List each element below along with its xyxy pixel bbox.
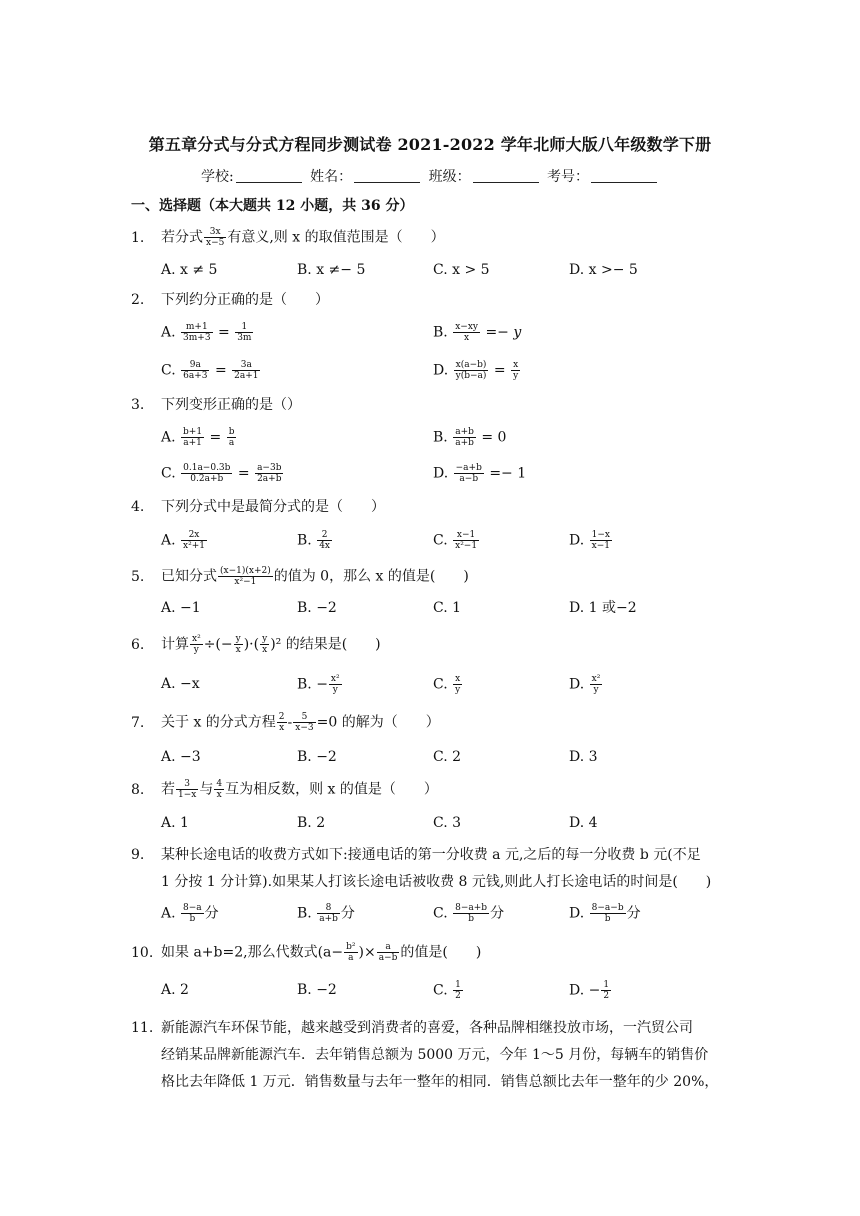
numerator: 1 [603, 980, 610, 990]
fraction [453, 674, 462, 695]
option-b[interactable]: B. −2 [297, 749, 337, 765]
numerator: x−1 [453, 530, 479, 541]
numerator: −a+b [455, 463, 482, 473]
unit: 分 [204, 905, 219, 922]
numerator: 3a [232, 360, 260, 371]
option-c[interactable] [433, 903, 504, 924]
numerator: 1 [235, 322, 253, 333]
equals: = [493, 362, 506, 379]
question-number: 8. [131, 781, 145, 798]
denominator: b [189, 914, 196, 924]
denominator: a−b [459, 474, 479, 484]
numerator: 2 [278, 712, 285, 722]
denominator: a [348, 953, 354, 963]
denominator: 2a+b [257, 474, 282, 484]
numerator: x(a−b) [455, 360, 487, 370]
option-d[interactable] [569, 674, 603, 695]
denominator: x−1 [591, 541, 610, 551]
section-heading: 一、选择题（本大题共 12 小题，共 36 分） [131, 198, 414, 214]
option-c[interactable]: C. 2 [433, 749, 462, 765]
fraction [190, 634, 203, 655]
option-label: A. [161, 429, 176, 446]
option-label: D. [569, 905, 585, 922]
option-label: A. [161, 905, 176, 922]
operator: ÷(− [203, 636, 233, 653]
fraction [453, 903, 489, 924]
question-text: 如果 a+b=2,那么代数式(a− [161, 944, 344, 961]
student-info-line [0, 166, 860, 186]
option-d[interactable] [433, 360, 521, 381]
denominator: x²−1 [455, 541, 478, 551]
fraction [181, 530, 207, 551]
unit: 分 [626, 905, 641, 922]
numerator: y [235, 634, 241, 644]
denominator: 3m [237, 333, 252, 343]
denominator: a+b [319, 914, 338, 924]
fraction [453, 427, 476, 448]
denominator: x [235, 645, 241, 655]
option-d[interactable]: D. 3 [569, 749, 598, 765]
fraction [601, 980, 611, 1001]
option-label: B. [297, 532, 312, 549]
fraction [176, 779, 198, 800]
fraction [181, 322, 213, 343]
denominator: x [279, 723, 285, 733]
fraction [590, 530, 612, 551]
denominator: x−5 [206, 238, 225, 248]
option-d[interactable]: D. x >− 5 [569, 262, 638, 278]
option-a[interactable] [161, 674, 200, 694]
numerator: 8−a [183, 903, 202, 913]
equals: = [237, 465, 250, 482]
option-d[interactable] [433, 463, 526, 484]
option-label: B. [433, 429, 448, 446]
question-1 [131, 227, 445, 248]
fraction [590, 903, 626, 924]
denominator: y [332, 685, 338, 695]
fraction [454, 360, 489, 381]
question-6 [131, 634, 381, 655]
fraction [317, 530, 332, 551]
numerator: 1−x [591, 530, 610, 540]
option-label: D. [433, 465, 449, 482]
denominator: x [262, 645, 268, 655]
option-c[interactable] [161, 360, 261, 381]
fraction [293, 712, 315, 733]
denominator: 2 [603, 991, 610, 1001]
denominator: 4x [319, 541, 331, 551]
fraction [227, 427, 237, 448]
option-label: D. [569, 676, 585, 693]
fraction [453, 980, 463, 1001]
fraction [218, 566, 273, 587]
question-text: 的值为 0，那么 x 的值是( ) [273, 568, 469, 585]
unit: 分 [490, 905, 505, 922]
school-blank[interactable] [236, 169, 302, 183]
question-text: 若 [161, 781, 175, 798]
numerator: m+1 [181, 322, 213, 333]
exam-number-blank[interactable] [591, 169, 657, 183]
fraction [181, 903, 204, 924]
option-a[interactable] [161, 980, 189, 1000]
question-9-line-2: 1 分按 1 分计算).如果某人打该长途电话被收费 8 元钱,则此人打长途电话的时间是( ) [161, 874, 712, 890]
denominator: a+b [455, 438, 474, 448]
equals: = [214, 362, 227, 379]
question-11 [131, 1018, 693, 1038]
equals: = [209, 429, 222, 446]
option-c[interactable]: C. 1 [433, 600, 462, 616]
fraction [377, 942, 400, 963]
question-7 [131, 712, 440, 733]
question-text: 有意义,则 x 的取值范围是（ ） [227, 229, 445, 246]
fraction [232, 360, 260, 381]
option-label: B. [297, 905, 312, 922]
option-a[interactable] [161, 427, 237, 448]
option-label: D. − [569, 982, 601, 999]
fraction [234, 634, 243, 655]
equals: =− 1 [489, 465, 527, 482]
fraction [214, 779, 224, 800]
question-number: 11. [131, 1020, 154, 1036]
question-10 [131, 942, 481, 963]
option-b[interactable] [297, 903, 355, 924]
option-c[interactable] [433, 530, 480, 551]
option-label: C. [433, 676, 448, 693]
fraction [453, 530, 479, 551]
option-a[interactable] [161, 530, 208, 551]
option-label: B. [433, 324, 448, 341]
option-d[interactable] [569, 980, 612, 1001]
numerator: 3x [204, 227, 226, 238]
question-text: 互为相反数，则 x 的值是（ ） [225, 781, 438, 798]
option-c[interactable] [433, 674, 463, 695]
class-blank[interactable] [473, 169, 539, 183]
exam-number-label: 考号： [547, 169, 590, 185]
question-text: 与 [199, 781, 214, 798]
fraction [260, 634, 269, 655]
numerator: b² [346, 942, 356, 952]
numerator: x² [330, 674, 340, 684]
numerator: 2 [317, 530, 332, 541]
question-number: 5. [131, 568, 145, 585]
question-text: 下列分式中是最简分式的是（ ） [161, 499, 385, 515]
question-number: 9. [131, 847, 145, 863]
question-text: 某种长途电话的收费方式如下:接通电话的第一分收费 a 元,之后的每一分收费 b 元(不足 [161, 847, 701, 863]
numerator: 0.1a−0.3b [183, 463, 231, 473]
question-number: 10. [131, 944, 154, 961]
denominator: 0.2a+b [190, 474, 224, 484]
option-label: D. [569, 532, 585, 549]
denominator: x−3 [295, 723, 314, 733]
fraction [454, 463, 484, 484]
numerator: 4 [216, 779, 223, 789]
option-b[interactable] [297, 674, 343, 695]
option-a[interactable]: A. −1 [161, 600, 201, 616]
question-text: 若分式 [161, 229, 203, 246]
option-c[interactable]: C. 3 [433, 815, 462, 831]
numerator: x [453, 674, 462, 685]
fraction [453, 322, 480, 343]
question-number: 2. [131, 292, 145, 308]
fraction [181, 463, 232, 484]
question-text: )² 的结果是( ) [270, 636, 381, 653]
denominator: a [228, 438, 235, 448]
question-11-line-2: 经销某品牌新能源汽车．去年销售总额为 5000 万元，今年 1～5 月份，每辆车的销售价 [161, 1047, 709, 1063]
option-b[interactable] [297, 530, 333, 551]
numerator: 8 [317, 903, 340, 914]
question-text: 已知分式 [161, 568, 217, 585]
question-3 [131, 395, 301, 415]
option-label: A. [161, 324, 176, 341]
option-label: A. 2 [161, 982, 189, 998]
option-d[interactable] [569, 530, 613, 551]
denominator: x²+1 [183, 541, 205, 551]
fraction [317, 903, 340, 924]
question-4 [131, 497, 385, 517]
denominator: x [216, 790, 222, 800]
denominator: x [464, 333, 470, 343]
denominator: y [513, 371, 519, 381]
denominator: y [193, 645, 199, 655]
fraction [277, 712, 287, 733]
option-a[interactable]: A. 1 [161, 815, 189, 831]
option-a[interactable] [161, 322, 254, 343]
name-label: 姓名： [310, 169, 353, 185]
unit: 分 [340, 905, 355, 922]
denominator: a−b [378, 953, 398, 963]
option-b[interactable]: B. −2 [297, 600, 337, 616]
numerator: 3 [176, 779, 198, 790]
fraction [590, 674, 603, 695]
option-label: C. [433, 532, 448, 549]
option-label: C. [161, 465, 176, 482]
numerator: x [511, 360, 520, 371]
denominator: x²−1 [234, 577, 257, 587]
question-text: 下列约分正确的是（ ） [161, 292, 329, 308]
numerator: a−3b [257, 463, 282, 473]
option-label: B. −2 [297, 982, 337, 998]
fraction [181, 360, 209, 381]
name-blank[interactable] [354, 169, 420, 183]
numerator: 1 [455, 980, 461, 990]
question-text: 下列变形正确的是（） [161, 397, 301, 413]
question-text: 关于 x 的分式方程 [161, 714, 276, 731]
numerator: x² [591, 674, 601, 684]
question-text: =0 的解为（ ） [316, 714, 440, 731]
numerator: 5 [293, 712, 315, 723]
question-text: 新能源汽车环保节能，越来越受到消费者的喜爱，各种品牌相继投放市场，一汽贸公司 [161, 1020, 693, 1036]
option-b[interactable]: B. x ≠− 5 [297, 262, 366, 278]
denominator: y(b−a) [455, 371, 487, 381]
fraction [511, 360, 520, 381]
numerator: 8−a−b [591, 903, 624, 913]
option-a[interactable]: A. −3 [161, 749, 201, 765]
option-label: C. [161, 362, 176, 379]
operator: )× [358, 944, 376, 961]
question-text: 计算 [161, 636, 189, 653]
class-label: 班级： [428, 169, 471, 185]
fraction [204, 227, 226, 248]
question-2 [131, 290, 329, 310]
fraction [344, 942, 357, 963]
option-b[interactable] [433, 427, 506, 448]
question-text: 的值是( ) [400, 944, 482, 961]
numerator: b+1 [183, 427, 203, 437]
option-a[interactable]: A. x ≠ 5 [161, 262, 218, 278]
question-5 [131, 566, 469, 587]
denominator: 3m+3 [183, 333, 211, 343]
equals: = 0 [481, 429, 507, 446]
option-label: D. [433, 362, 449, 379]
option-d[interactable] [569, 903, 641, 924]
numerator: 9a [181, 360, 209, 371]
denominator: 2a+1 [234, 371, 259, 381]
denominator: b [468, 914, 474, 924]
numerator: 8−a+b [455, 903, 488, 913]
question-number: 3. [131, 397, 145, 413]
fraction [235, 322, 253, 343]
denominator: y [593, 685, 599, 695]
question-number: 1. [131, 229, 145, 246]
fraction [255, 463, 283, 484]
option-label: B. − [297, 676, 328, 693]
option-c[interactable]: C. x > 5 [433, 262, 490, 278]
page-title: 第五章分式与分式方程同步测试卷 2021-2022 学年北师大版八年级数学下册 [148, 135, 712, 154]
option-label: C. [433, 905, 448, 922]
option-d[interactable]: D. 1 或−2 [569, 600, 637, 616]
denominator: 1−x [178, 790, 197, 800]
operator: - [287, 714, 293, 731]
question-number: 4. [131, 499, 145, 515]
option-label: A. −x [161, 676, 200, 692]
school-label: 学校: [200, 169, 234, 185]
option-b[interactable] [433, 322, 521, 343]
option-label: A. [161, 532, 176, 549]
numerator: b [228, 427, 235, 437]
denominator: 2 [455, 991, 461, 1001]
question-number: 6. [131, 636, 145, 653]
option-d[interactable]: D. 4 [569, 815, 598, 831]
numerator: x² [192, 634, 201, 644]
numerator: a+b [455, 427, 474, 437]
numerator: (x−1)(x+2) [220, 566, 271, 576]
question-9 [131, 845, 701, 865]
option-c[interactable] [433, 980, 464, 1001]
question-11-line-3: 格比去年降低 1 万元．销售数量与去年一整年的相同．销售总额比去年一整年的少 20%， [161, 1074, 719, 1090]
denominator: b [604, 914, 611, 924]
operator: )·( [243, 636, 260, 653]
numerator: y [262, 634, 268, 644]
question-number: 7. [131, 714, 145, 731]
denominator: a+1 [183, 438, 202, 448]
denominator: y [455, 685, 461, 695]
question-8 [131, 779, 438, 800]
equals: = [218, 324, 230, 341]
option-label: C. [433, 982, 448, 999]
fraction [329, 674, 342, 695]
option-c[interactable] [161, 463, 284, 484]
fraction [181, 427, 204, 448]
option-b[interactable] [297, 980, 337, 1000]
equals: =− y [485, 324, 522, 341]
option-b[interactable]: B. 2 [297, 815, 326, 831]
numerator: x−xy [455, 322, 478, 332]
numerator: a [377, 942, 400, 953]
numerator: 2x [181, 530, 207, 541]
denominator: 6a+3 [183, 371, 208, 381]
option-a[interactable] [161, 903, 219, 924]
